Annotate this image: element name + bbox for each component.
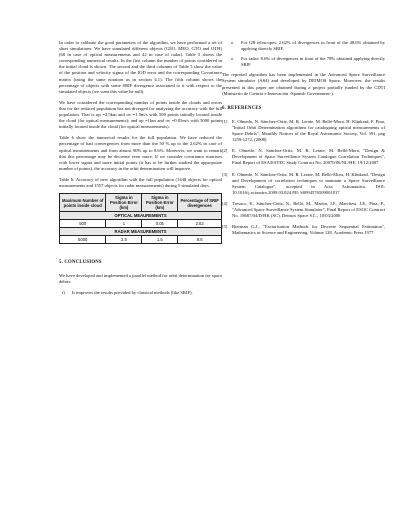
table-cell: 2.62 xyxy=(178,220,222,228)
reference-number: [1] xyxy=(222,118,228,124)
accuracy-table xyxy=(59,193,222,244)
paragraph-results: Table 6 show the numerical results for the full population. We have reduced the percentage of bad convergences from more than the 50 % up to the 2.62% in case of optical measurements and from almost 90% up to 8.6%. Moreover, we want to remark that this percentage may be decrease even more. If we consider covariance matrixes with lower sigma and more initial points (it has to be further studied the appropriate number of points), the accuracy in the orbit determination will improve. xyxy=(59,135,222,171)
paragraph-calibration: In order to calibrate the good parameters of the algorithm, we have performed a set of short simulations: We have simulated different objects (GEO, MEO, GTO and OTH) (68 in case of optical measurements and 42 in case of radar). Table 5 shows the corresponding numerical results. In the first column the number of points considered in the initial cloud is shown. The second and the third columns of Table 5 show the value of the position and velocity sigma of the IOD error and the corresponding Covariance matrix (using the same notation as in section 4.1). The fifth column shows the percentage of objects with some SRIF divergence associated to it with respect to the simulated objects (we want this value be null). xyxy=(59,40,222,94)
table-cell: 5000 xyxy=(60,236,106,244)
list-marker: i) xyxy=(62,290,65,296)
table-header: Percentage of SRIF divergences xyxy=(178,194,222,212)
table-row xyxy=(60,236,222,244)
reference-number: [5] xyxy=(222,224,228,230)
reference-item xyxy=(222,224,385,236)
table-header-row xyxy=(60,194,222,212)
table-cell: 2.5 xyxy=(106,236,142,244)
list-item xyxy=(222,40,385,52)
reference-item xyxy=(222,172,385,196)
reference-text: E. Olmedo, N. Sánchez-Ortiz, M. R. Lerate, M. Belló-Mora, H. Klinkrad, "Design and Development of correlation techniques to maintain a Space Surveillance System Catalogue", accepted in Acta Astronautica. DOI: 10.1016/j.actaastro.2009.03.024 PII: S0094576509001817 xyxy=(232,171,385,195)
reference-item xyxy=(222,119,385,143)
list-item xyxy=(59,290,222,296)
list-item-text: It improves the results provided by classical methods (like SRIF). xyxy=(72,290,193,296)
table-cell: 1 xyxy=(106,220,142,228)
list-item-text: For radar: 8.6% of divergences in front of the 78% obtained applying directly SRIF xyxy=(241,56,385,68)
section-title-conclusions: 5. CONCLUSIONS xyxy=(59,260,102,266)
reference-text: Bierman G.J., "Factorisation Methods for Discrete Sequential Estimation", Mathematics in Science and Engineering, Volume 128, Academic Press 1977 xyxy=(232,224,385,236)
left-column xyxy=(59,40,222,300)
paragraph-conclusions: We have developed and implemented a parallel method for orbit determination for space debris: xyxy=(59,273,222,285)
list-marker: o xyxy=(231,56,234,62)
reference-number: [3] xyxy=(222,171,228,177)
table-row xyxy=(60,220,222,228)
table-group-row xyxy=(60,212,222,220)
table-cell: 1.5 xyxy=(142,236,178,244)
list-marker: o xyxy=(231,40,234,45)
table-header: Sigma in Position Error (km) xyxy=(142,194,178,212)
table-cell: 0.05 xyxy=(142,220,178,228)
table-header: Maximum Number of points inside cloud xyxy=(60,194,106,212)
list-item xyxy=(222,56,385,68)
reference-text: E. Olmedo, N. Sánchez-Ortiz, M. R. Lerate, M. Belló-Mora, H. Klinkrad, F. Pina, "Initial Orbit Determination algorithms for cataloguing optical measurements of Space Debris", Monthly Notices of the Royal Astronomic Society, Vol. 391, pag 1259-1272, (2008) xyxy=(232,118,385,143)
table-cell: 8.6 xyxy=(178,236,222,244)
paragraph-population: We have considered the corresponding number of points inside the clouds and errors that for the reduced population has not diverged for analyzing the accuracy with the full population. That is σp =2.5km and σv =1.5m/s with 500 points initially located inside the cloud (for optical measurements); and σp =1km and σv =0.05m/s with 5000 points initially located inside the cloud (for optical measurements). xyxy=(59,99,222,130)
table-group-row xyxy=(60,228,222,236)
table-group-radar: RADAR MEASUREMENTS xyxy=(60,228,222,236)
reference-number: [2] xyxy=(222,148,228,154)
section-title-references: 6. REFERENCES xyxy=(222,105,262,111)
table-cell: 500 xyxy=(60,220,106,228)
table-caption: Table 6: Accuracy of new algorithm with the full population (1448 objects for optical measurements and 1557 objects for radar measurements) during 5 simulated days. xyxy=(59,176,222,188)
table-header: Sigma in Position Error (km) xyxy=(106,194,142,212)
paragraph-implementation: The reported algorithm has been implemented in the Advanced Space Surveillance System simulator (AS4) and developed by DEIMOS Space. Moreover, the results presented in this paper are obtained during a project partially funded by the CDTI (Ministerio de Ciencia e Innovación -Spanish Government-). xyxy=(222,72,385,96)
list-item-text: For GB telescopes: 2.62% of divergences in front of the 48.6% obtained by applying directly SRIF. xyxy=(241,40,385,52)
reference-item xyxy=(222,148,385,166)
table-group-optical: OPTICAL MEAUREMENTS xyxy=(60,212,222,220)
reference-number: [4] xyxy=(222,200,228,206)
reference-text: Tresaco, E., Sánchez-Ortiz, N., Belló, M., Martin, J.F., Marchesi, J.E., Pina, F., "Advanced Space Surveillance System Simulator", Final Report of ESOC Contract No. 18687/04/D/HK (SC), Deimos Space S.L., 10/03/2006 xyxy=(232,200,385,219)
reference-text: E. Olmedo, N. Sánchez-Ortiz, M. R. Lerate, M. Belló-Mora, "Design & Development of Space Surveillance System Catalogue Correlation Techniques", Final Report of ESA/ESTEC Study Contract No. 20070/06/NL/HE, 19/12/2007 xyxy=(232,148,385,166)
reference-item xyxy=(222,201,385,219)
right-column xyxy=(222,40,385,241)
